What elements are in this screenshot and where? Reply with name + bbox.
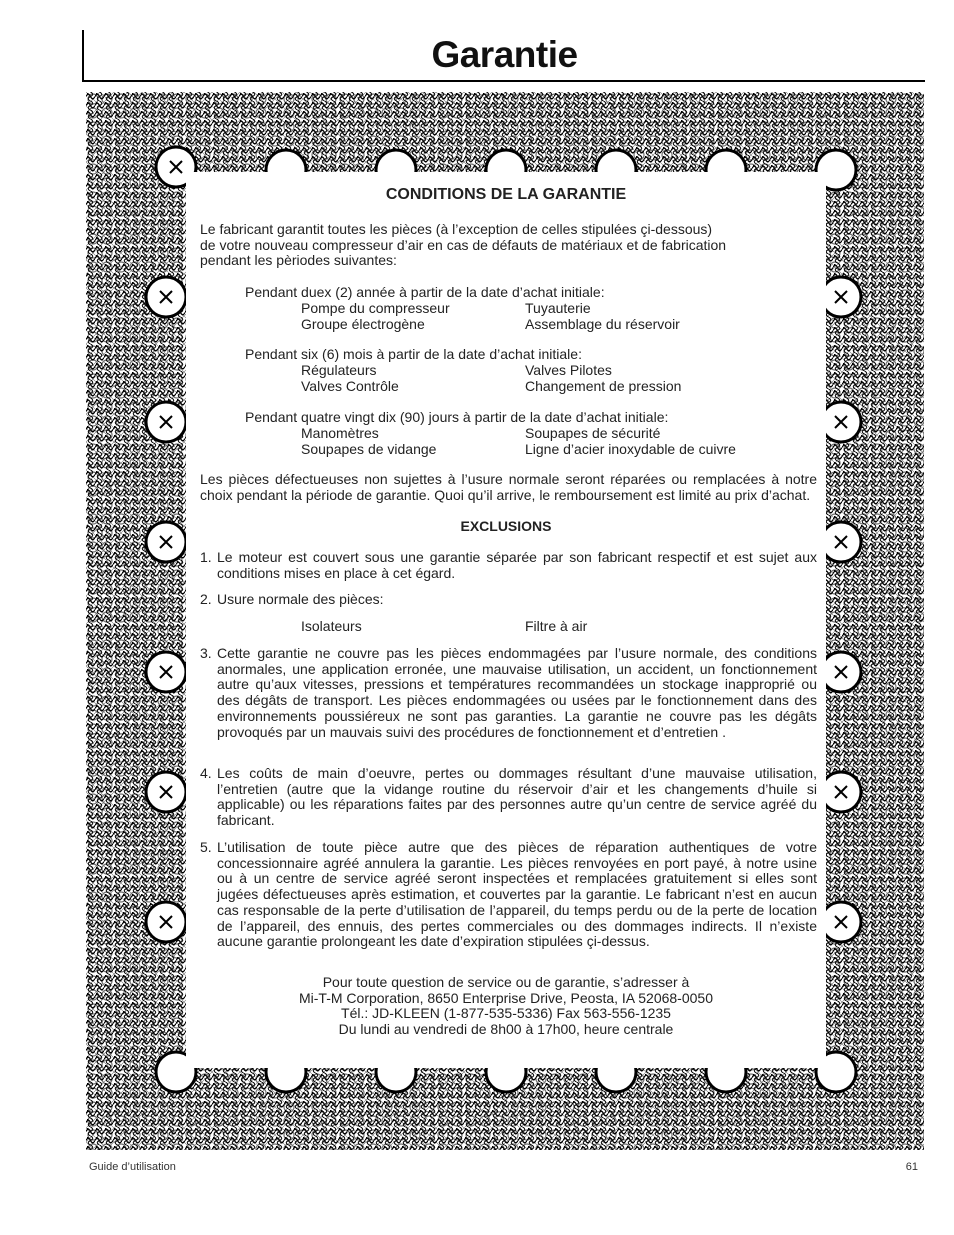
part-name: Ligne d’acier inoxydable de cuivre [525, 440, 736, 457]
period-parts-list [301, 301, 801, 332]
part-name: Groupe électrogène [301, 315, 425, 332]
intro-line: de votre nouveau compresseur d’air en cas de défauts de matériaux et de fabrication [200, 236, 727, 253]
intro-line: Le fabricant garantit toutes les pièces (à l’exception de celles stipulées çi-dessous) [200, 221, 713, 237]
part-name: Pompe du compresseur [301, 300, 450, 316]
warranty-heading: CONDITIONS DE LA GARANTIE [385, 186, 627, 203]
warranty-panel [186, 172, 826, 1068]
page-number: 61 [905, 1161, 918, 1173]
exclusion-text: Cette garantie ne couvre pas les pièces endommagées par l’usure normale, des conditions anormales, une application erronée, une mauvaise utilisation, un accident, un fonctionnement autre qu’aux vitesses, pressions et températures recommandées un stockage inapproprié ou des dégâts de transport. Les pièces endommagées ou usées par le fonctionnement dans des environnements poussiéreux ne sont pas garanties. La garantie ne couvre pas les dégâts provoqués par un mauvais suivi des procédures de fonctionnement et d’entretien . [217, 645, 817, 740]
contact-line: Pour toute question de service ou de garantie, s’adresser à [322, 974, 690, 990]
page-title: Garantie [431, 34, 578, 75]
part-name: Valves Pilotes [525, 362, 612, 378]
part-name: Valves Contrôle [301, 377, 399, 394]
defective-parts-paragraph: Les pièces défectueuses non sujettes à l’usure normale seront réparées ou remplacées à notre choix pendant la période de garantie. Quoi qu’il arrive, le remboursement est limité au prix d’achat. [200, 471, 817, 503]
exclusion-text: Le moteur est couvert sous une garantie séparée par son fabricant respectif et est sujet aux conditions mises en place à cet égard. [217, 549, 817, 581]
contact-line: Du lundi au vendredi de 8h00 à 17h00, heure centrale [338, 1021, 674, 1038]
part-name: Tuyauterie [525, 300, 591, 316]
part-name: Filtre à air [525, 618, 588, 634]
exclusion-number: 5. [200, 839, 212, 855]
part-name: Régulateurs [301, 362, 377, 378]
wear-parts-list [301, 619, 801, 635]
part-name: Soupapes de sécurité [525, 425, 661, 441]
contact-line: Tél.: JD-KLEEN (1-877-535-5336) Fax 563-556-1235 [341, 1005, 671, 1022]
contact-block [186, 975, 826, 1038]
exclusion-text: Usure normale des pièces: [217, 591, 384, 607]
intro-paragraph [200, 222, 820, 269]
contact-line: Mi-T-M Corporation, 8650 Enterprise Drive, Peosta, IA 52068-0050 [299, 989, 713, 1006]
exclusion-text: L’utilisation de toute pièce autre que des pièces de réparation authentiques de votre concessionnaire agréé annulera la garantie. Les pièces renvoyées en port payé, à notre usine ou à un centre de service agréé seront inspectées et remplacées gratuitement si elles sont jugées défectueuses après estimation, et couvertes par la garantie. Le fabricant n’est en aucun cas responsable de la perte d’utilisation de l’appareil, du temps perdu ou de la perte de location de l’appareil, des ennuis, des pertes commerciales ou des dommages indirects. Il n’existe aucune garantie prolongeant les date d’expiration stipulées çi-dessus. [217, 839, 817, 950]
exclusions-heading: EXCLUSIONS [460, 518, 552, 534]
part-name: Changement de pression [525, 377, 682, 394]
exclusion-number: 1. [200, 549, 212, 565]
exclusion-number: 3. [200, 645, 212, 661]
period-parts-list [301, 426, 801, 457]
intro-line: pendant les pèriodes suivantes: [200, 252, 397, 269]
part-name: Isolateurs [301, 618, 362, 634]
exclusion-text: Les coûts de main d’oeuvre, pertes ou dommages résultant d’une mauvaise utilisation, l’entretien (autre que la vidange routine du réservoir d’air et les changements d’huile si applicable) ou les réparations faites par des personnes autre qu’un centre de service agréé du fabricant. [217, 765, 817, 829]
period-label: Pendant quatre vingt dix (90) jours à partir de la date d’achat initiale: [245, 409, 669, 425]
period-label: Pendant six (6) mois à partir de la date d’achat initiale: [245, 346, 582, 362]
period-label: Pendant duex (2) année à partir de la date d’achat initiale: [245, 284, 605, 300]
period-parts-list [301, 363, 801, 394]
title-box [82, 30, 925, 82]
exclusion-number: 2. [200, 591, 212, 607]
part-name: Manomètres [301, 425, 379, 441]
exclusion-number: 4. [200, 765, 212, 781]
footer-guide-label: Guide d’utilisation [89, 1161, 176, 1173]
part-name: Soupapes de vidange [301, 440, 437, 457]
part-name: Assemblage du réservoir [525, 315, 680, 332]
